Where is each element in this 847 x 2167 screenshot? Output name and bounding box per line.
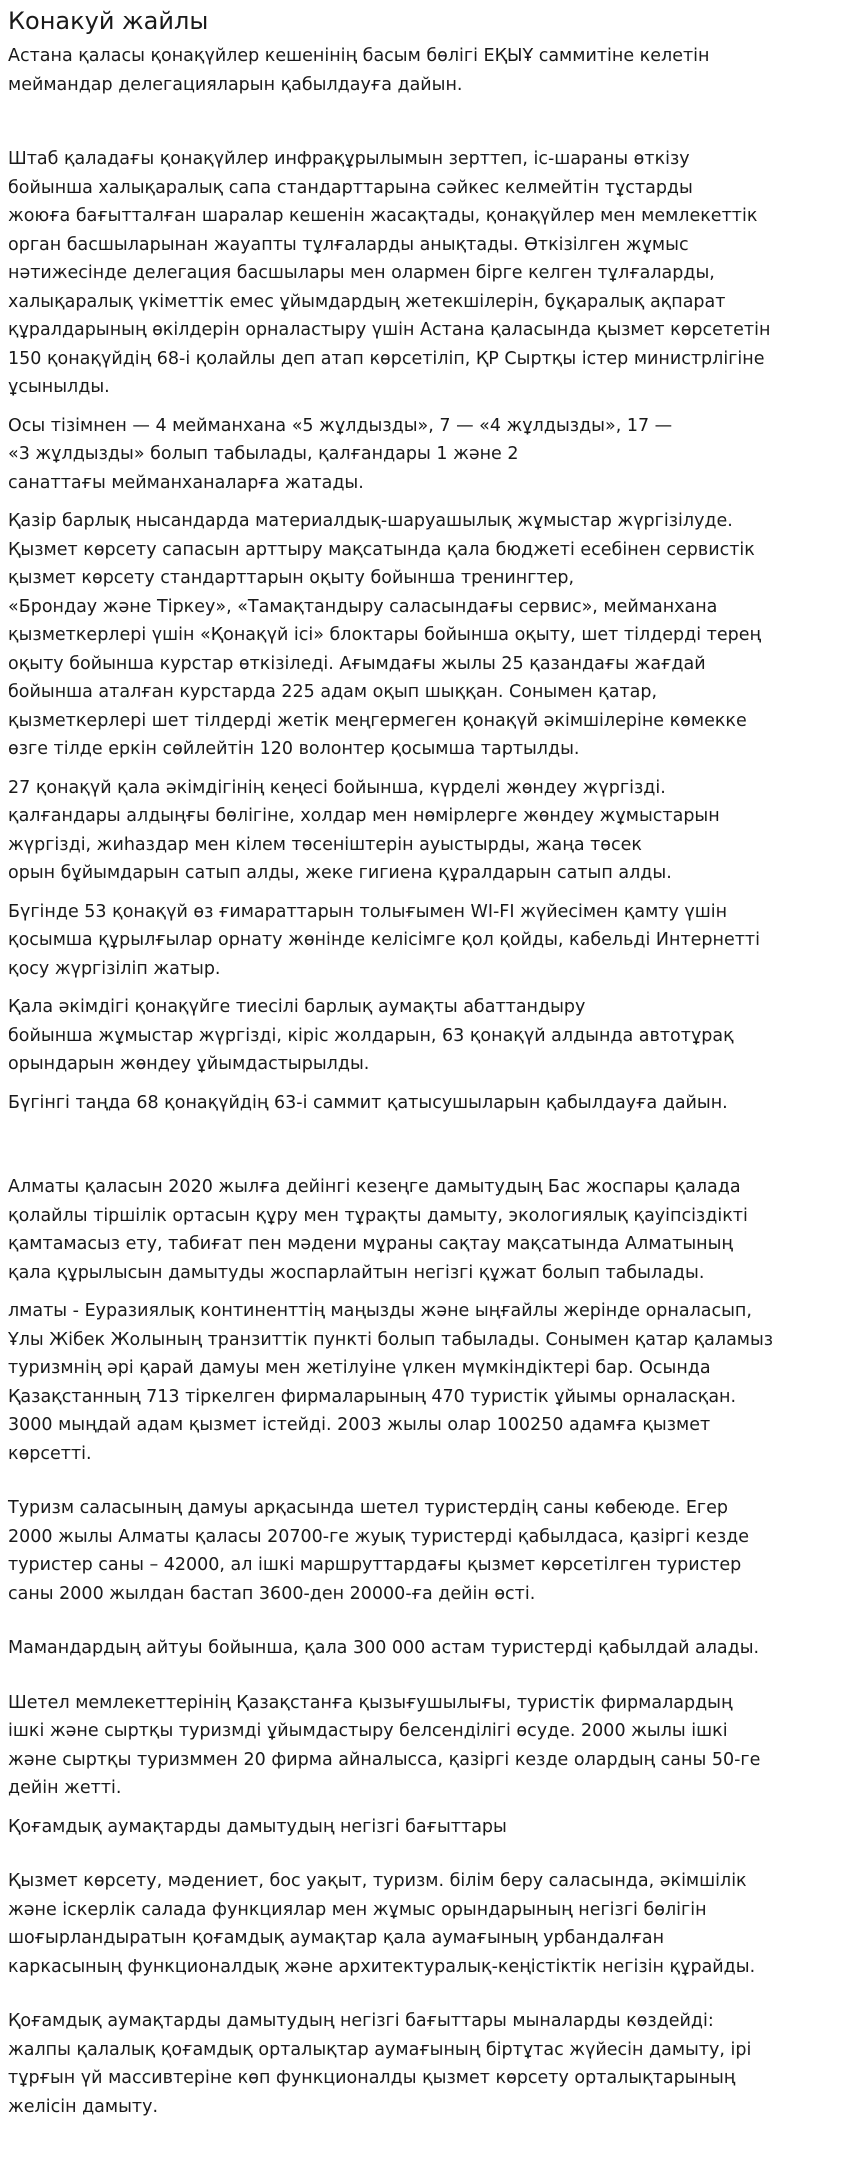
paragraph-public-areas-directions: Қоғамдық аумақтарды дамытудың негізгі бағыттары мыналарды көздейді: жалпы қалалық қоғамдық орталықтар аумағының біртұтас жүйесін дамыту, ірі тұрғын үй массивтеріне көп функционалды қызмет көрсету орталықтарының желісін дамыту. [8, 2011, 752, 2117]
paragraph-renovation: 27 қонақүй қала әкімдігінің кеңесі бойынша, күрделі жөндеу жүргізді. қалғандары алдыңғы бөлігіне, холдар мен нөмірлерге жөндеу жұмыстарын жүргізді, жиһаздар мен кілем төсеніштерін ауыстырды, жаңа төсек орын бұйымдарын сатып алды, жеке гигиена құралдарын сатып алды. [8, 777, 720, 883]
paragraph-training: Қазір барлық нысандарда материалдық-шаруашылық жұмыстар жүргізілуде. Қызмет көрсету сапасын арттыру мақсатында қала бюджеті есебінен сервистік қызмет көрсету стандарттарын оқыту бойынша тренингтер, «Брондау және Тіркеу», «Тамақтандыру саласындағы сервис», мейманхана қызметкерлері үшін «Қонақүй ісі» блоктары бойынша оқыту, шет тілдерді терең оқыту бойынша курстар өткізіледі. Ағымдағы жылы 25 қазандағы жағдай бойынша аталған курстарда 225 адам оқып шыққан. Сонымен қатар, қызметкерлері шет тілдерді жетік меңгермеген қонақүй әкімшілеріне көмекке өзге тілде еркін сөйлейтін 120 волонтер қосымша тартылды. [8, 511, 762, 759]
page-title: Конакуй жайлы [8, 7, 209, 35]
paragraph-wifi: Бүгінде 53 қонақүй өз ғимараттарын толығымен WI-FI жүйесімен қамту үшін қосымша құрылғылар орнату жөнінде келісімге қол қойды, кабельді Интернетті қосу жүргізіліп жатыр. [8, 901, 760, 979]
paragraph-foreign-interest: Шетел мемлекеттерінің Қазақстанға қызығушылығы, туристік фирмалардың ішкі және сыртқы туризмді ұйымдастыру белсенділігі өсуде. 2000 жылы ішкі және сыртқы туризммен 20 фирма айналысса, қазіргі кезде олардың саны 50-ге дейін жетті. [8, 1692, 761, 1798]
paragraph-headquarters: Штаб қаладағы қонақүйлер инфрақұрылымын зерттеп, іс-шараны өткізу бойынша халықаралық сапа стандарттарына сәйкес келмейтін тұстарды жоюға бағытталған шаралар кешенін жасақтады, қонақүйлер мен мемлекеттік орган басшыларынан жауапты тұлғаларды анықтады. Өткізілген жұмыс нәтижесінде делегация басшылары мен олармен бірге келген тұлғаларды, халықаралық үкіметтік емес ұйымдардың жетекшілерін, бұқаралық ақпарат құралдарының өкілдерін орналастыру үшін Астана қаласында қызмет көрсететін 150 қонақүйдің 68-і қолайлы деп атап көрсетіліп, ҚР Сыртқы істер министрлігіне ұсынылды. [8, 149, 771, 397]
paragraph-intro: Астана қаласы қонақүйлер кешенінің басым бөлігі ЕҚЫҰ саммитіне келетін меймандар делегацияларын қабылдауға дайын. [8, 46, 710, 95]
paragraph-almaty-master-plan: Алматы қаласын 2020 жылға дейінгі кезеңге дамытудың Бас жоспары қалада қолайлы тіршілік ортасын құру мен тұрақты дамыту, экологиялық қауіпсіздікті қамтамасыз ету, табиғат пен мәдени мұраны сақтау мақсатында Алматының қала құрылысын дамытуды жоспарлайтын негізгі құжат болып табылады. [8, 1177, 748, 1283]
paragraph-star-ratings: Осы тізімнен — 4 мейманхана «5 жұлдызды», 7 — «4 жұлдызды», 17 — «3 жұлдызды» болып табылады, қалғандары 1 және 2 санаттағы мейманханаларға жатады. [8, 415, 673, 493]
section-heading-public-areas: Қоғамдық аумақтарды дамытудың негізгі бағыттары [8, 1816, 507, 1837]
paragraph-landscaping: Қала әкімдігі қонақүйге тиесілі барлық аумақты абаттандыру бойынша жұмыстар жүргізді, кіріс жолдарын, 63 қонақүй алдында автотұрақ орындарын жөндеу ұйымдастырылды. [8, 997, 734, 1074]
paragraph-almaty-location: лматы - Еуразиялық континенттің маңызды және ыңғайлы жерінде орналасып, Ұлы Жібек Жолының транзиттік пункті болып табылады. Сонымен қатар қаламыз туризмнің әрі қарай дамуы мен жетілуіне үлкен мүмкіндіктері бар. Осында Қазақстанның 713 тіркелген фирмаларының 470 туристік ұйымы орналасқан. 3000 мыңдай адам қызмет істейді. 2003 жылы олар 100250 адамға қызмет көрсетті. [8, 1301, 774, 1464]
paragraph-public-areas-function: Қызмет көрсету, мәдениет, бос уақыт, туризм. білім беру саласында, әкімшілік және іскерлік салада функциялар мен жұмыс орындарының негізгі бөлігін шоғырландыратын қоғамдық аумақтар қала аумағының урбандалған каркасының функционалдық және архитектуралық-кеңістіктік негізін құрайды. [8, 1871, 756, 1977]
paragraph-readiness: Бүгінгі таңда 68 қонақүйдің 63-і саммит қатысушыларын қабылдауға дайын. [8, 1092, 728, 1113]
paragraph-capacity: Мамандардың айтуы бойынша, қала 300 000 астам туристерді қабылдай алады. [8, 1638, 760, 1658]
paragraph-tourism-growth: Туризм саласының дамуы арқасында шетел туристердің саны көбеюде. Егер 2000 жылы Алматы қаласы 20700-ге жуық туристерді қабылдаса, қазіргі кезде туристер саны – 42000, ал ішкі маршруттардағы қызмет көрсетілген туристер саны 2000 жылдан бастап 3600-ден 20000-ға дейін өсті. [8, 1498, 750, 1604]
